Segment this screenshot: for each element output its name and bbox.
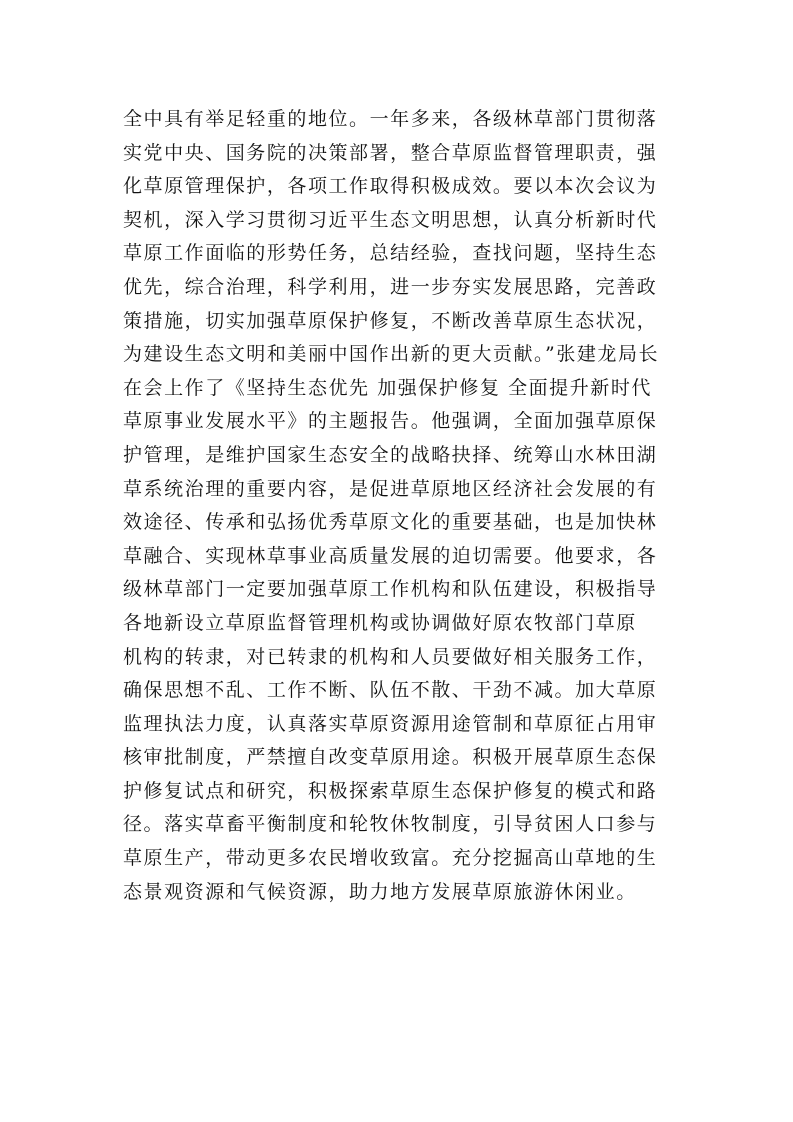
text-line: 草原生产，带动更多农民增收致富。充分挖掘高山草地的生 xyxy=(123,847,658,870)
text-line: 草原工作面临的形势任务，总结经验，查找问题，坚持生态 xyxy=(123,242,658,265)
text-line: 护修复试点和研究，积极探索草原生态保护修复的模式和路 xyxy=(123,779,658,802)
text-line: 护管理，是维护国家生态安全的战略抉择、统筹山水林田湖 xyxy=(123,443,658,466)
text-line: 化草原管理保护，各项工作取得积极成效。要以本次会议为 xyxy=(123,175,658,198)
text-line: 监理执法力度，认真落实草原资源用途管制和草原征占用审 xyxy=(123,712,658,735)
text-line: 径。落实草畜平衡制度和轮牧休牧制度，引导贫困人口参与 xyxy=(123,813,658,836)
text-line: 态景观资源和气候资源，助力地方发展草原旅游休闲业。 xyxy=(123,880,637,903)
text-line: 为建设生态文明和美丽中国作出新的更大贡献。”张建龙局长 xyxy=(123,343,660,366)
text-line: 契机，深入学习贯彻习近平生态文明思想，认真分析新时代 xyxy=(123,208,658,231)
text-line: 效途径、传承和弘扬优秀草原文化的重要基础，也是加快林 xyxy=(123,511,658,534)
text-line: 级林草部门一定要加强草原工作机构和队伍建设，积极指导 xyxy=(123,578,658,601)
text-line: 草原事业发展水平》的主题报告。他强调，全面加强草原保 xyxy=(123,410,658,433)
text-line: 实党中央、国务院的决策部署，整合草原监督管理职责，强 xyxy=(123,141,658,164)
text-line: 在会上作了《坚持生态优先 加强保护修复 全面提升新时代 xyxy=(123,376,652,399)
text-line: 策措施，切实加强草原保护修复，不断改善草原生态状况， xyxy=(123,309,658,332)
text-line: 草系统治理的重要内容，是促进草原地区经济社会发展的有 xyxy=(123,477,658,500)
text-line: 机构的转隶，对已转隶的机构和人员要做好相关服务工作， xyxy=(123,645,658,668)
text-line: 核审批制度，严禁擅自改变草原用途。积极开展草原生态保 xyxy=(123,746,658,769)
text-line: 各地新设立草原监督管理机构或协调做好原农牧部门草原 xyxy=(123,611,637,634)
text-line: 草融合、实现林草事业高质量发展的迫切需要。他要求，各 xyxy=(123,544,658,567)
body-paragraph xyxy=(123,103,683,909)
text-line: 全中具有举足轻重的地位。一年多来，各级林草部门贯彻落 xyxy=(123,108,658,130)
text-line: 优先，综合治理，科学利用，进一步夯实发展思路，完善政 xyxy=(123,275,658,298)
text-line: 确保思想不乱、工作不断、队伍不散、干劲不减。加大草原 xyxy=(123,679,658,702)
